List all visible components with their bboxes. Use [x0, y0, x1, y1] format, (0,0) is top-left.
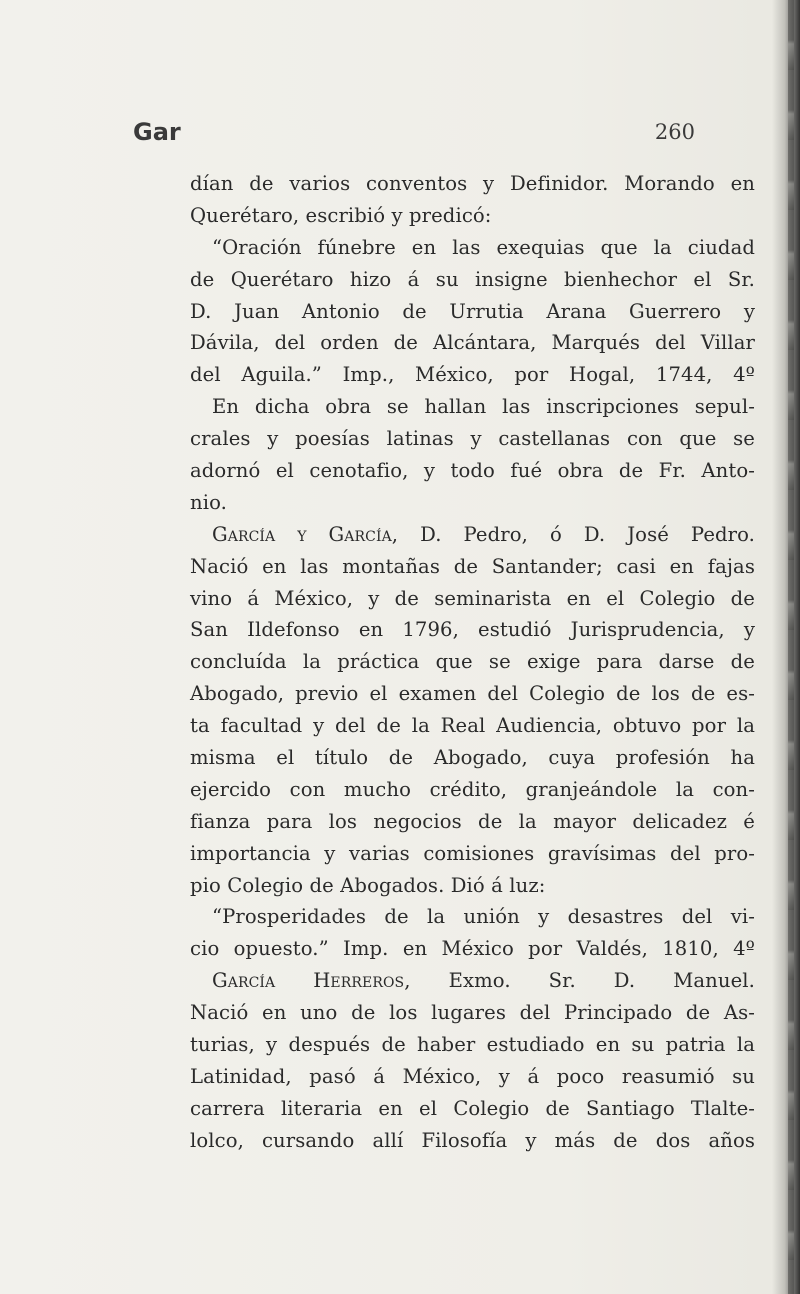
page-number: 260	[654, 120, 695, 144]
text-line: ejercido con mucho crédito, granjeándole la con-	[190, 777, 755, 801]
text-line: dían de varios conventos y Definidor. Morando en	[190, 172, 755, 195]
text-line: del Aguila.” Imp., México, por Hogal, 1744, 4º	[190, 363, 755, 387]
text-line: Nació en las montañas de Santander; casi en fajas	[190, 554, 755, 578]
text-line: ta facultad y del de la Real Audiencia, obtuvo por la	[190, 714, 755, 738]
text-line: nio.	[190, 490, 227, 514]
text-line: San Ildefonso en 1796, estudió Jurisprudencia, y	[190, 618, 755, 642]
text-line	[190, 519, 755, 551]
text-line: Abogado, previo el examen del Colegio de los de es-	[190, 682, 755, 706]
text-line: adornó el cenotafio, y todo fué obra de Fr. Anto-	[190, 459, 755, 483]
text-line: fianza para los negocios de la mayor delicadez é	[190, 809, 755, 833]
text-line: Nació en uno de los lugares del Principado de As-	[190, 1001, 755, 1025]
text-line: de Querétaro hizo á su insigne bienhechor el Sr.	[190, 267, 755, 291]
text-line: “Prosperidades de la unión y desastres del vi-	[212, 905, 755, 929]
text-line: carrera literaria en el Colegio de Santiago Tlalte-	[190, 1096, 755, 1120]
text-line: En dicha obra se hallan las inscripciones sepul-	[212, 395, 755, 419]
text-line: pio Colegio de Abogados. Dió á luz:	[190, 873, 546, 897]
text-line: cio opuesto.” Imp. en México por Valdés, 1810, 4º	[190, 937, 755, 961]
text-line: turias, y después de haber estudiado en su patria la	[190, 1033, 755, 1057]
entry-heading: García y García,	[212, 522, 399, 546]
page-edge-shadow	[772, 0, 800, 1294]
entry-heading: García Herreros,	[212, 969, 411, 993]
text-line: D. Juan Antonio de Urrutia Arana Guerrero y	[190, 299, 755, 323]
text-line: Querétaro, escribió y predicó:	[190, 203, 492, 227]
entry-heading-rest: Exmo. Sr. D. Manuel.	[410, 969, 755, 993]
running-head	[133, 118, 695, 148]
text-line: importancia y varias comisiones gravísimas del pro-	[190, 841, 755, 865]
entry-heading-rest: D. Pedro, ó D. José Pedro.	[398, 522, 755, 546]
text-line: Dávila, del orden de Alcántara, Marqués del Villar	[190, 331, 755, 355]
body-text	[190, 168, 755, 1157]
text-line: “Oración fúnebre en las exequias que la ciudad	[212, 235, 755, 259]
book-spine-edge	[788, 0, 794, 1294]
running-head-entry-word: Gar	[133, 118, 181, 146]
text-line: lolco, cursando allí Filosofía y más de dos años	[190, 1128, 755, 1152]
text-line: Latinidad, pasó á México, y á poco reasumió su	[190, 1064, 755, 1088]
text-line: concluída la práctica que se exige para darse de	[190, 650, 755, 674]
text-line: misma el título de Abogado, cuya profesión ha	[190, 746, 755, 770]
text-line: crales y poesías latinas y castellanas con que se	[190, 427, 755, 451]
text-line: vino á México, y de seminarista en el Colegio de	[190, 586, 755, 610]
text-line	[190, 965, 755, 997]
